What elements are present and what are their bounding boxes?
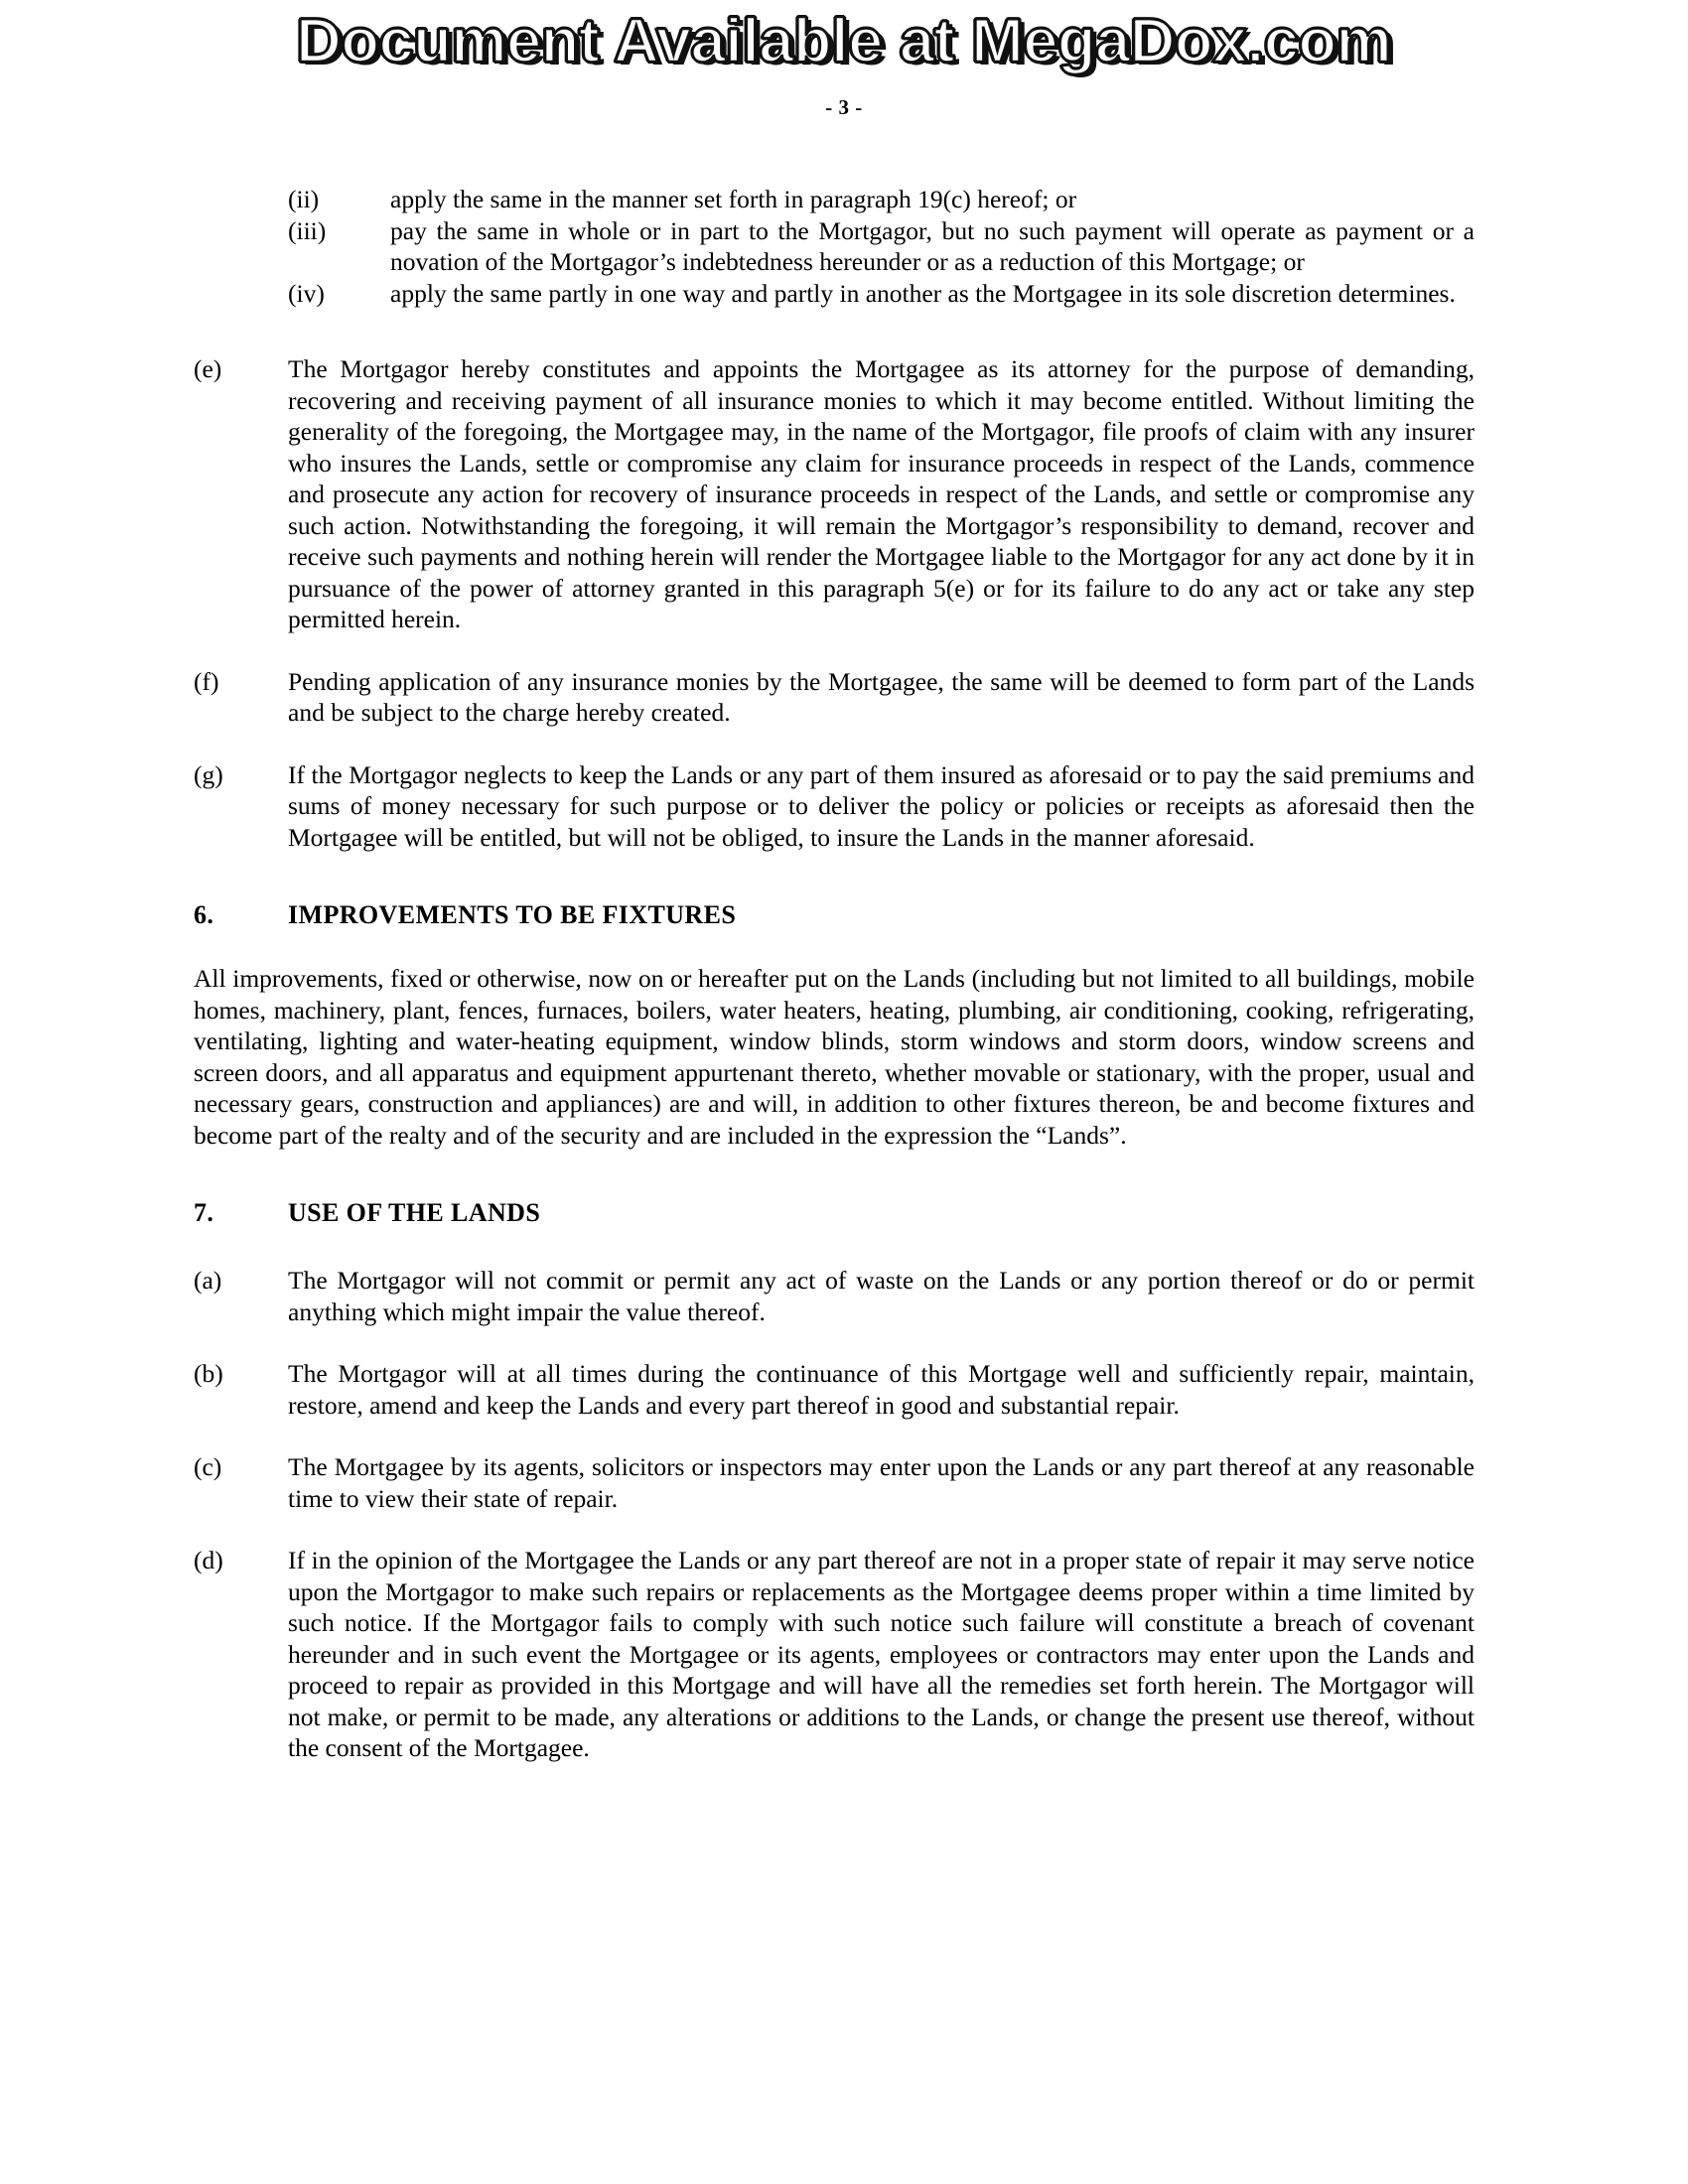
section-heading-6 xyxy=(194,900,1475,930)
list-text: apply the same in the manner set forth in paragraph 19(c) hereof; or xyxy=(390,185,1077,213)
list-text: pay the same in whole or in part to the Mortgagor, but no such payment will operate as payment or a novation of the Mortgagor’s indebtedness hereunder or as a reduction of this Mortgage; or xyxy=(390,215,1475,276)
page-number: - 3 - xyxy=(825,95,863,119)
clause-marker: (f) xyxy=(194,666,219,696)
section-title: USE OF THE LANDS xyxy=(288,1198,541,1227)
clause-text: If the Mortgagor neglects to keep the Lands or any part of them insured as aforesaid or to pay the said premiums and sums of money necessary for such purpose or to deliver the policy or policies or receipts as aforesaid then the Mortgagee will be entitled, but will not be obliged, to insure the Lands in the manner aforesaid. xyxy=(288,759,1475,852)
clause-marker: (g) xyxy=(194,759,223,789)
clause-text: The Mortgagor will not commit or permit any act of waste on the Lands or any portion thereof or do or permit anything which might impair the value thereof. xyxy=(288,1266,1475,1326)
roman-numeral-list xyxy=(288,184,1475,309)
clause-d xyxy=(194,1545,1475,1764)
clause-c xyxy=(194,1451,1475,1514)
list-text: apply the same partly in one way and partly in another as the Mortgagee in its sole discretion determines. xyxy=(390,278,1456,308)
clause-text: Pending application of any insurance monies by the Mortgagee, the same will be deemed to form part of the Lands and be subject to the charge hereby created. xyxy=(288,666,1475,727)
clause-marker: (c) xyxy=(194,1452,222,1481)
list-marker: (ii) xyxy=(288,185,320,213)
watermark-text: Document Available at MegaDox.com xyxy=(296,7,1392,75)
section-number: 7. xyxy=(194,1198,214,1227)
section-6-body: All improvements, fixed or otherwise, now on or hereafter put on the Lands (including but not limited to all buildings, mobile homes, machinery, plant, fences, furnaces, boilers, water heaters, heating, plumbing, air conditioning, cooking, refrigerating, ventilating, lighting and water-heating equipment, window blinds, storm windows and storm doors, window screens and screen doors, and all apparatus and equipment appurtenant thereto, whether movable or stationary, with the proper, usual and necessary gears, construction and appliances) are and will, in addition to other fixtures thereon, be and become fixtures and become part of the realty and of the security and are included in the expression the “Lands”. xyxy=(194,964,1475,1150)
clause-marker: (e) xyxy=(194,354,222,383)
list-marker: (iv) xyxy=(288,278,325,308)
list-item xyxy=(288,215,1475,278)
clause-text: The Mortgagor hereby constitutes and appoints the Mortgagee as its attorney for the purpose of demanding, recovering and receiving payment of all insurance monies to which it may become entitled. Without limiting the generality of the foregoing, the Mortgagee may, in the name of the Mortgagor, file proofs of claim with any insurer who insures the Lands, settle or compromise any claim for insurance proceeds in respect of the Lands, commence and prosecute any action for recovery of insurance proceeds in respect of the Lands, and settle or compromise any such action. Notwithstanding the foregoing, it will remain the Mortgagor’s responsibility to demand, recover and receive such payments and nothing herein will render the Mortgagee liable to the Mortgagor for any act done by it in pursuance of the power of attorney granted in this paragraph 5(e) or for its failure to do any act or take any step permitted herein. xyxy=(288,354,1475,633)
clause-marker: (a) xyxy=(194,1266,222,1295)
clause-marker: (b) xyxy=(194,1359,223,1388)
list-item xyxy=(288,184,1475,215)
list-item xyxy=(288,278,1475,310)
watermark-header xyxy=(0,6,1688,77)
clause-a xyxy=(194,1265,1475,1327)
list-marker: (iii) xyxy=(288,215,327,245)
clause-marker: (d) xyxy=(194,1546,223,1574)
clause-g xyxy=(194,759,1475,854)
clause-f xyxy=(194,666,1475,729)
section-title: IMPROVEMENTS TO BE FIXTURES xyxy=(288,900,737,929)
document-body xyxy=(194,184,1475,1764)
clause-e xyxy=(194,353,1475,635)
clause-text: If in the opinion of the Mortgagee the Lands or any part thereof are not in a proper state of repair it may serve notice upon the Mortgagor to make such repairs or replacements as the Mortgagee deems proper within a time limited by such notice. If the Mortgagor fails to comply with such notice such failure will constitute a breach of covenant hereunder and in such event the Mortgagee or its agents, employees or contractors may enter upon the Lands and proceed to repair as provided in this Mortgage and will have all the remedies set forth herein. The Mortgagor will not make, or permit to be made, any alterations or additions to the Lands, or change the present use thereof, without the consent of the Mortgagee. xyxy=(288,1546,1475,1762)
clause-text: The Mortgagee by its agents, solicitors or inspectors may enter upon the Lands or any part thereof at any reasonable time to view their state of repair. xyxy=(288,1452,1475,1513)
section-heading-7 xyxy=(194,1198,1475,1228)
clause-text: The Mortgagor will at all times during the continuance of this Mortgage well and sufficiently repair, maintain, restore, amend and keep the Lands and every part thereof in good and substantial repair. xyxy=(288,1359,1475,1420)
clause-b xyxy=(194,1358,1475,1421)
section-number: 6. xyxy=(194,900,214,929)
